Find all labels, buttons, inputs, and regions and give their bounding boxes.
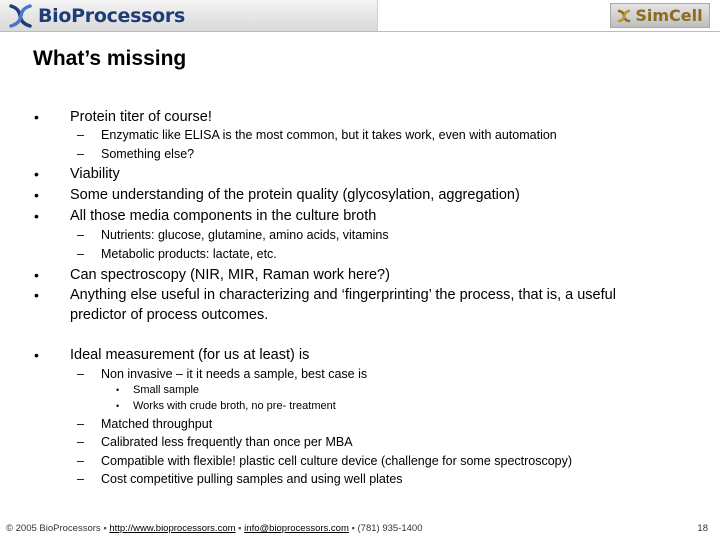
dash-marker: – bbox=[77, 367, 84, 381]
dash-marker: – bbox=[77, 128, 84, 142]
bullet-marker-small: • bbox=[116, 385, 120, 395]
footer-separator: ▪ bbox=[103, 523, 107, 534]
bullet-marker-small: • bbox=[116, 401, 120, 411]
footer-separator: ▪ bbox=[238, 523, 242, 534]
dash-marker: – bbox=[77, 472, 84, 486]
bullet-marker: • bbox=[34, 166, 39, 182]
header-bar bbox=[0, 0, 720, 32]
dash-marker: – bbox=[77, 228, 84, 242]
bullet-text: Anything else useful in characterizing and ‘fingerprinting’ the process, that is, a useful predictor of process outcomes. bbox=[70, 287, 616, 323]
simcell-mark-icon bbox=[615, 7, 633, 25]
dash-marker: – bbox=[77, 417, 84, 431]
bullet-text: Viability bbox=[70, 166, 120, 182]
brand-right-text: SimCell bbox=[635, 6, 703, 25]
bullet-marker: • bbox=[34, 347, 39, 363]
footer bbox=[6, 523, 422, 534]
header-white-panel bbox=[377, 0, 601, 31]
bullet-text: All those media components in the culture broth bbox=[70, 208, 377, 224]
sub-bullet-text: Enzymatic like ELISA is the most common, but it takes work, even with automation bbox=[101, 128, 557, 142]
slide-title: What’s missing bbox=[33, 47, 187, 70]
footer-separator: ▪ bbox=[351, 523, 355, 534]
footer-phone: (781) 935-1400 bbox=[357, 523, 423, 534]
sub-bullet-text: Matched throughput bbox=[101, 417, 213, 431]
bullet-text: Some understanding of the protein quality (glycosylation, aggregation) bbox=[70, 187, 520, 203]
sub-bullet-text: Non invasive – it it needs a sample, best case is bbox=[101, 367, 368, 381]
bullet-marker: • bbox=[34, 267, 39, 283]
sub-bullet-text: Metabolic products: lactate, etc. bbox=[101, 247, 277, 261]
dna-helix-icon bbox=[6, 3, 36, 29]
bullet-text: Can spectroscopy (NIR, MIR, Raman work here?) bbox=[70, 267, 390, 283]
bioprocessors-logo bbox=[6, 2, 185, 30]
sub-bullet-text: Cost competitive pulling samples and using well plates bbox=[101, 472, 403, 486]
sub-sub-bullet-text: Small sample bbox=[133, 384, 200, 396]
dash-marker: – bbox=[77, 147, 84, 161]
bullet-marker: • bbox=[34, 287, 39, 303]
sub-bullet-text: Calibrated less frequently than once per MBA bbox=[101, 435, 353, 449]
simcell-logo bbox=[600, 0, 720, 31]
sub-bullet-text: Compatible with flexible! plastic cell culture device (challenge for some spectroscopy) bbox=[101, 454, 573, 468]
bullet-marker: • bbox=[34, 187, 39, 203]
sub-bullet-text: Nutrients: glucose, glutamine, amino acids, vitamins bbox=[101, 228, 389, 242]
page-number: 18 bbox=[697, 523, 708, 534]
bullet-marker: • bbox=[34, 109, 39, 125]
dash-marker: – bbox=[77, 454, 84, 468]
brand-left-text: BioProcessors bbox=[38, 5, 185, 27]
footer-copyright: © 2005 BioProcessors bbox=[6, 523, 101, 534]
footer-email-link[interactable]: info@bioprocessors.com bbox=[244, 523, 349, 534]
footer-website-link[interactable]: http://www.bioprocessors.com bbox=[109, 523, 236, 534]
bullet-text: Protein titer of course! bbox=[70, 109, 212, 125]
sub-sub-bullet-text: Works with crude broth, no pre- treatment bbox=[133, 400, 336, 412]
dash-marker: – bbox=[77, 435, 84, 449]
bullet-marker: • bbox=[34, 208, 39, 224]
dash-marker: – bbox=[77, 247, 84, 261]
bullet-text: Ideal measurement (for us at least) is bbox=[70, 347, 310, 363]
sub-bullet-text: Something else? bbox=[101, 147, 195, 161]
